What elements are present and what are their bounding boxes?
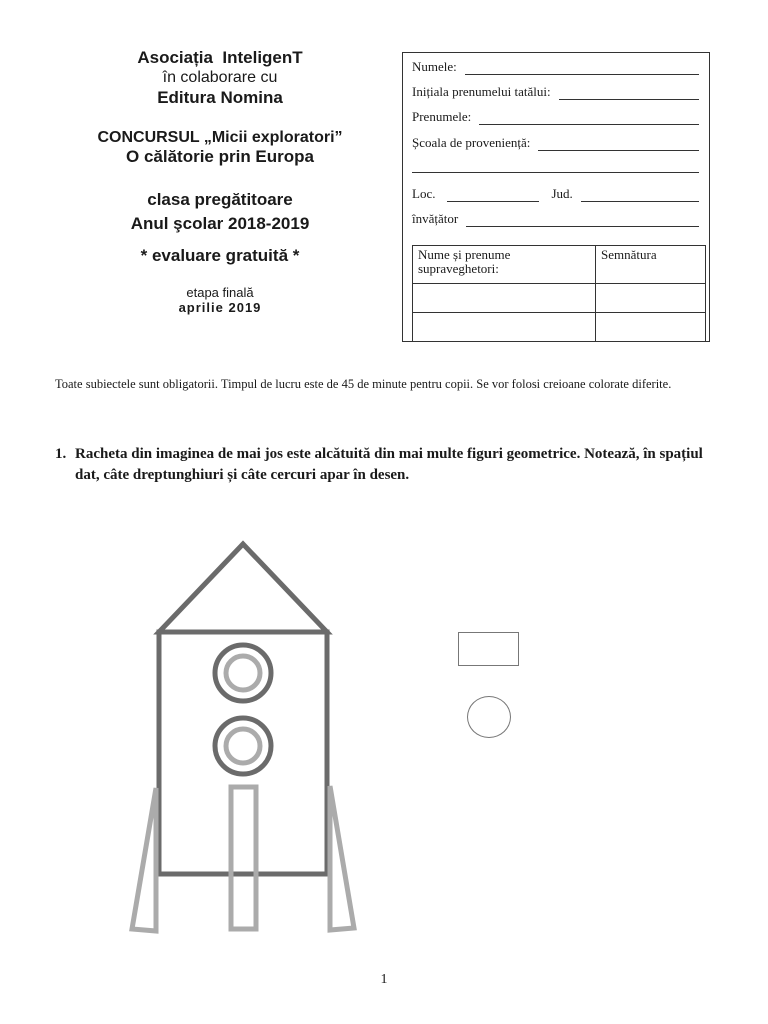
rocket-drawing xyxy=(122,538,362,938)
window-inner-circle xyxy=(226,656,260,690)
window-inner-circle xyxy=(226,729,260,763)
question-number: 1. xyxy=(55,446,67,462)
rocket-body-rectangle xyxy=(159,632,327,874)
school-year: Anul şcolar 2018-2019 xyxy=(130,213,310,233)
contest-title: CONCURSUL „Micii exploratori” xyxy=(97,128,343,146)
teacher-row xyxy=(412,211,699,227)
locality-field[interactable] xyxy=(447,190,539,202)
right-fin-triangle xyxy=(330,786,354,930)
grade-level: clasa pregătitoare xyxy=(147,189,293,209)
supervisor-signature-cell[interactable] xyxy=(596,313,706,342)
father-initial-row xyxy=(412,84,699,100)
school-row xyxy=(412,135,699,151)
supervisor-name-cell[interactable] xyxy=(413,313,596,342)
signature-header: Semnătura xyxy=(596,246,706,284)
student-info-form xyxy=(402,52,710,342)
rocket-nose-triangle xyxy=(159,544,327,632)
table-header-row xyxy=(413,246,706,284)
window-outer-circle xyxy=(215,645,271,701)
rectangle-answer-box[interactable] xyxy=(458,632,519,666)
first-name-field[interactable] xyxy=(479,113,699,125)
father-initial-field[interactable] xyxy=(559,88,699,100)
supervisors-header: Nume și prenume supraveghetori: xyxy=(413,246,596,284)
circle-answer-box[interactable] xyxy=(467,696,511,738)
supervisor-signature-cell[interactable] xyxy=(596,284,706,313)
teacher-label: învățător xyxy=(412,211,459,226)
window-outer-circle xyxy=(215,718,271,774)
county-field[interactable] xyxy=(581,190,699,202)
collaboration-text: în colaborare cu xyxy=(162,69,278,87)
name-label: Numele: xyxy=(412,59,457,74)
question-1 xyxy=(55,444,719,486)
father-initial-label: Inițiala prenumelui tatălui: xyxy=(412,84,551,99)
teacher-field[interactable] xyxy=(466,215,699,227)
stage-label: etapa finală xyxy=(186,284,254,300)
rocket-door-rectangle xyxy=(231,787,256,929)
page-number: 1 xyxy=(380,972,388,987)
location-row xyxy=(412,186,699,202)
county-label: Jud. xyxy=(551,186,573,201)
table-row xyxy=(413,313,706,342)
left-fin-triangle xyxy=(132,788,156,931)
locality-label: Loc. xyxy=(412,186,436,201)
name-row xyxy=(412,59,699,75)
exam-date: aprilie 2019 xyxy=(178,300,262,316)
school-field[interactable] xyxy=(538,139,699,151)
general-instructions: Toate subiectele sunt obligatorii. Timpul de lucru este de 45 de minute pentru copii. Se vor folosi creioane colorate diferite. xyxy=(55,377,672,391)
publisher-name: Editura Nomina xyxy=(157,87,283,107)
school-field-continuation[interactable] xyxy=(412,161,699,173)
evaluation-note: * evaluare gratuită * xyxy=(140,246,300,266)
contest-subtitle: O călătorie prin Europa xyxy=(126,147,314,167)
table-row xyxy=(413,284,706,313)
contest-header xyxy=(40,48,400,316)
question-text: Racheta din imaginea de mai jos este alcătuită din mai multe figuri geometrice. Notează, în spațiul dat, câte dreptunghiuri și câte cercuri apar în desen. xyxy=(75,446,703,483)
first-name-label: Prenumele: xyxy=(412,109,472,124)
first-name-row xyxy=(412,109,699,125)
school-label: Școala de proveniență: xyxy=(412,135,531,150)
name-field[interactable] xyxy=(465,63,699,75)
supervisor-name-cell[interactable] xyxy=(413,284,596,313)
school-continuation-row xyxy=(412,161,699,173)
supervisors-table xyxy=(412,245,706,342)
organization-name: Asociația InteligenT xyxy=(137,48,303,67)
